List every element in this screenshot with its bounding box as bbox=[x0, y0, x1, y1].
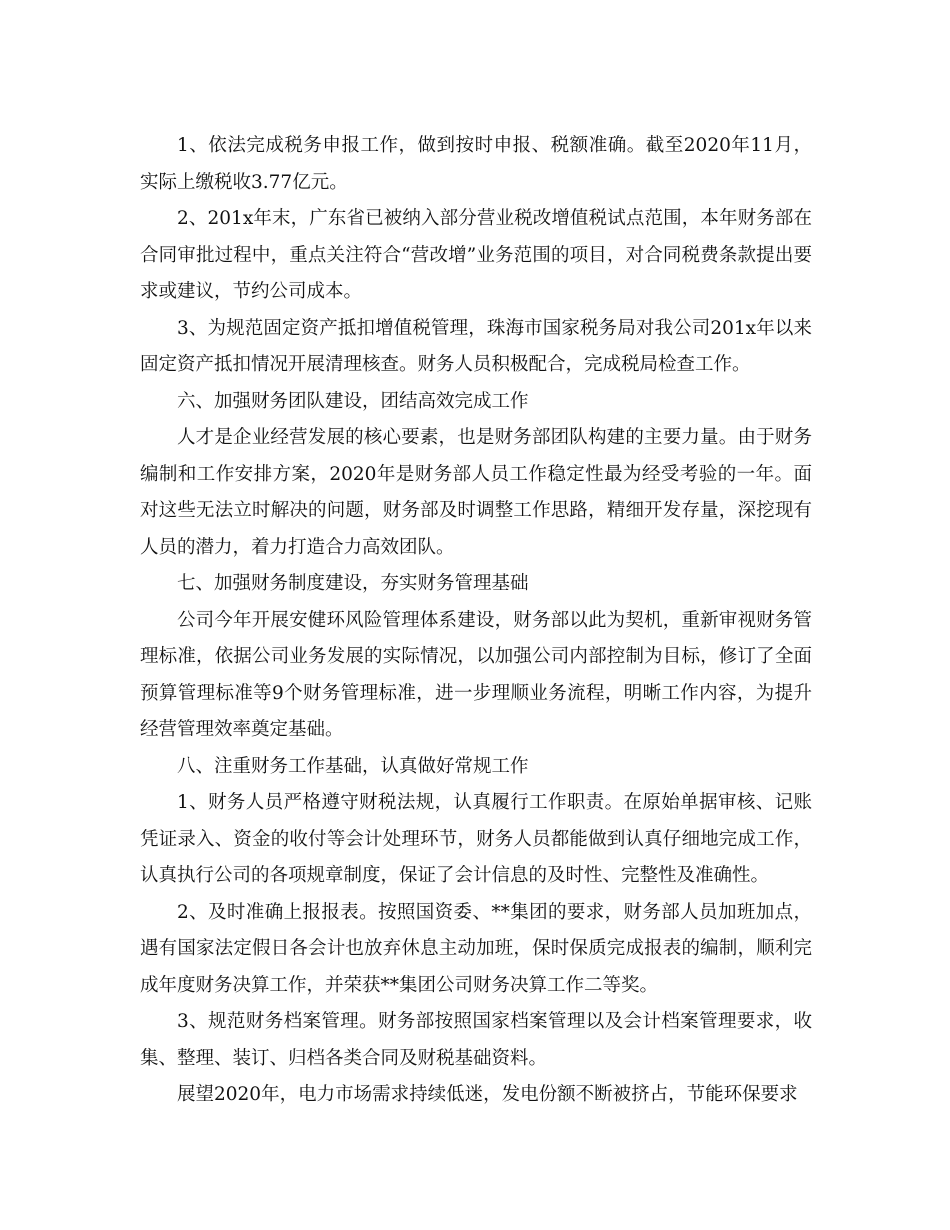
paragraph-fixed-asset-vat: 3、为规范固定资产抵扣增值税管理，珠海市国家税务局对我公司201x年以来固定资产抵扣情况开展清理核查。财务人员积极配合，完成税局检查工作。 bbox=[140, 317, 812, 375]
section-heading-system: 七、加强财务制度建设，夯实财务管理基础 bbox=[177, 573, 529, 594]
paragraph-vat-reform: 2、201x年末，广东省已被纳入部分营业税改增值税试点范围，本年财务部在合同审批过程中，重点关注符合“营改增”业务范围的项目，对合同税费条款提出要求或建议，节约公司成本。 bbox=[140, 208, 812, 302]
paragraph-team-building: 人才是企业经营发展的核心要素，也是财务部团队构建的主要力量。由于财务编制和工作安排方案，2020年是财务部人员工作稳定性最为经受考验的一年。面对这些无法立时解决的问题，财务部及时调整工作思路，精细开发存量，深挖现有人员的潜力，着力打造合力高效团队。 bbox=[140, 427, 812, 558]
section-heading-team: 六、加强财务团队建设，团结高效完成工作 bbox=[177, 390, 529, 412]
paragraph-archives: 3、规范财务档案管理。财务部按照国家档案管理以及会计档案管理要求，收集、整理、装订、归档各类合同及财税基础资料。 bbox=[140, 1011, 812, 1069]
paragraph-system-building: 公司今年开展安健环风险管理体系建设，财务部以此为契机，重新审视财务管理标准，依据公司业务发展的实际情况，以加强公司内部控制为目标，修订了全面预算管理标准等9个财务管理标准，进一步理顺业务流程，明晰工作内容，为提升经营管理效率奠定基础。 bbox=[140, 609, 812, 740]
paragraph-outlook: 展望2020年，电力市场需求持续低迷，发电份额不断被挤占，节能环保要求 bbox=[177, 1084, 798, 1105]
section-heading-routine: 八、注重财务工作基础，认真做好常规工作 bbox=[177, 755, 529, 777]
paragraph-reporting: 2、及时准确上报报表。按照国资委、**集团的要求，财务部人员加班加点，遇有国家法定假日各会计也放弃休息主动加班，保时保质完成报表的编制，顺利完成年度财务决算工作，并荣获**集团公司财务决算工作二等奖。 bbox=[140, 901, 812, 996]
paragraph-compliance: 1、财务人员严格遵守财税法规，认真履行工作职责。在原始单据审核、记账凭证录入、资金的收付等会计处理环节，财务人员都能做到认真仔细地完成工作，认真执行公司的各项规章制度，保证了会计信息的及时性、完整性及准确性。 bbox=[140, 792, 812, 886]
paragraph-tax-filing: 1、依法完成税务申报工作，做到按时申报、税额准确。截至2020年11月，实际上缴税收3.77亿元。 bbox=[140, 135, 812, 193]
document-body bbox=[140, 128, 812, 1114]
